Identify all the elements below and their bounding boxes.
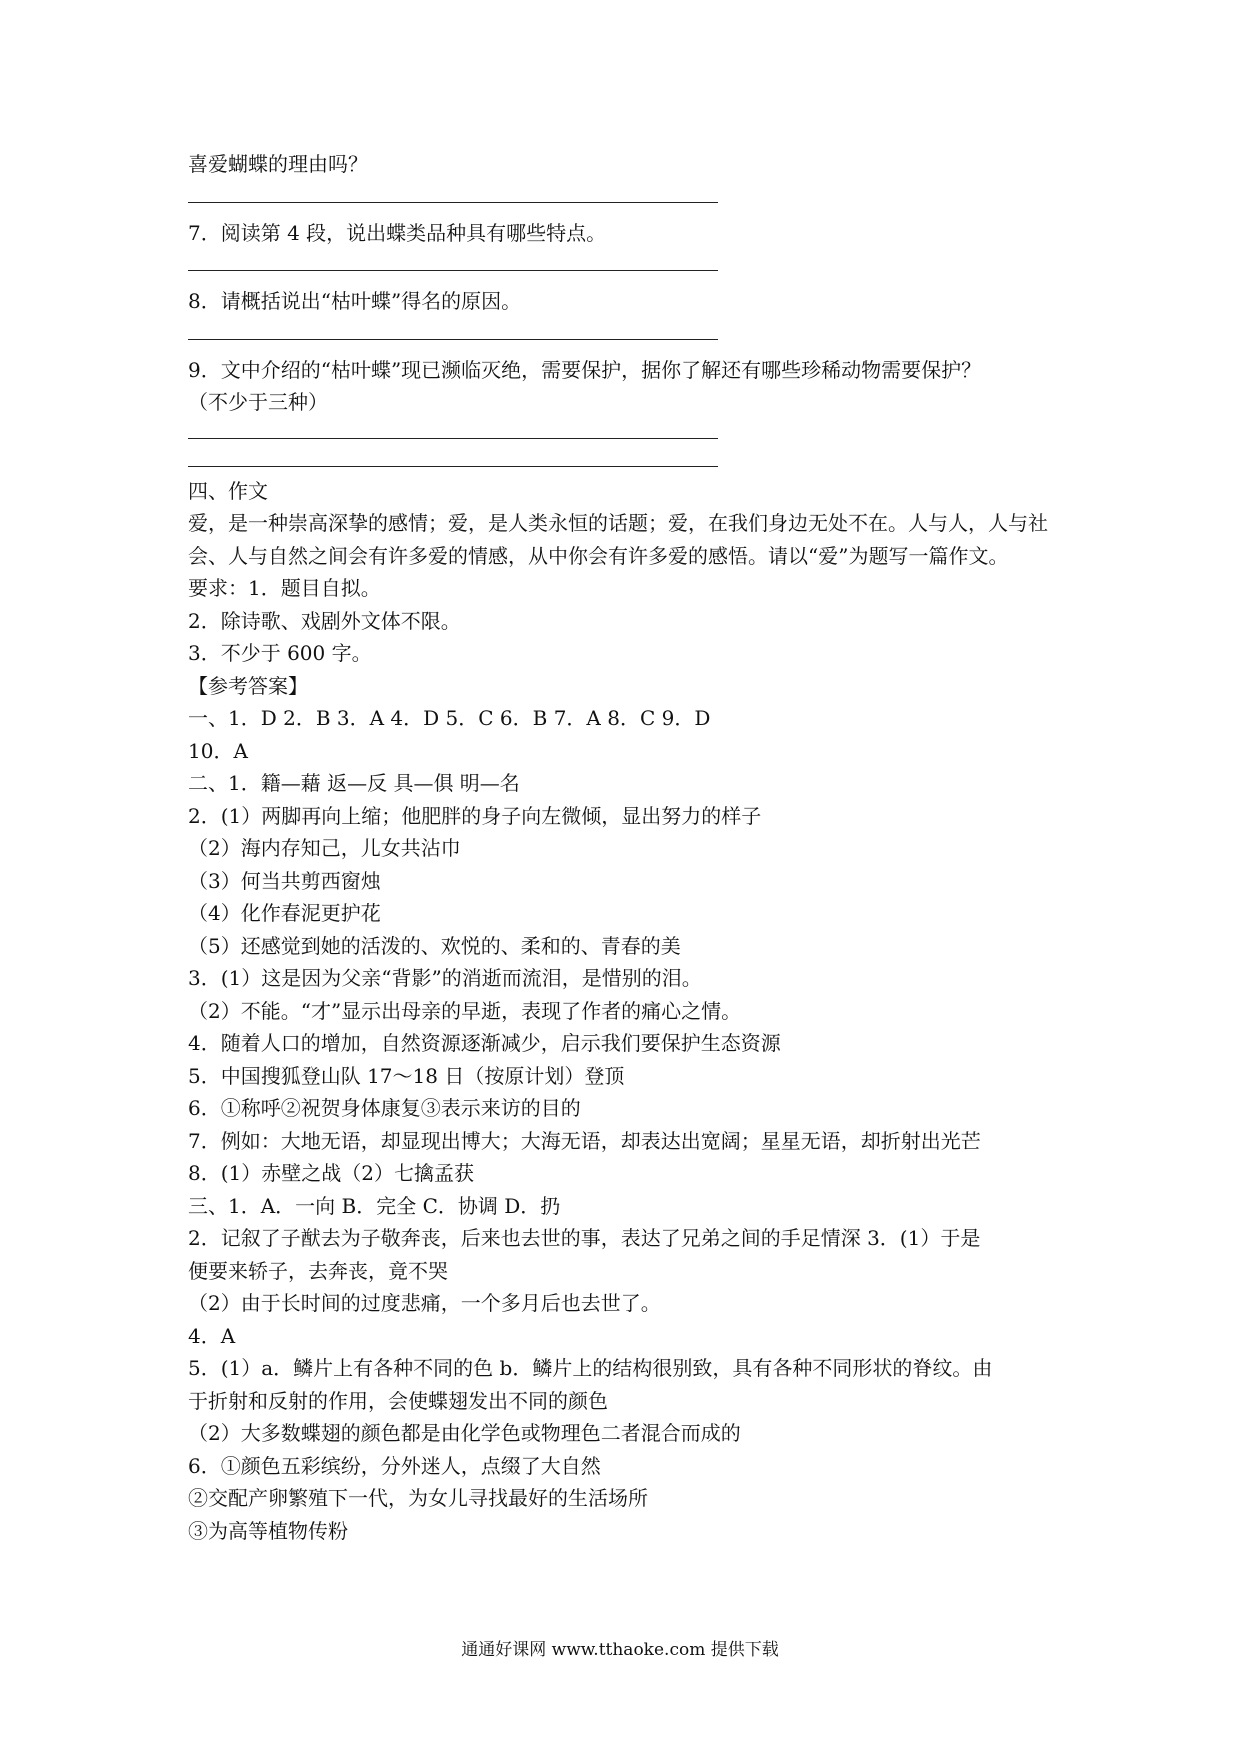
question-7: 7．阅读第 4 段，说出蝶类品种具有哪些特点。 bbox=[188, 220, 607, 245]
answer-blank-line bbox=[188, 465, 718, 467]
answer-line: （3）何当共剪西窗烛 bbox=[188, 868, 381, 893]
answer-line: （5）还感觉到她的活泼的、欢悦的、柔和的、青春的美 bbox=[188, 933, 681, 958]
answer-line: （2）大多数蝶翅的颜色都是由化学色或物理色二者混合而成的 bbox=[188, 1421, 741, 1445]
answer-blank-line bbox=[188, 437, 718, 439]
essay-requirement-3: 3．不少于 600 字。 bbox=[188, 641, 372, 665]
answers-heading: 【参考答案】 bbox=[188, 673, 308, 698]
question-9-note: （不少于三种） bbox=[188, 390, 328, 414]
document-body bbox=[188, 148, 1058, 1547]
answer-line: 6．①称呼②祝贺身体康复③表示来访的目的 bbox=[188, 1096, 581, 1120]
question-9: 9．文中介绍的“枯叶蝶”现已濒临灭绝，需要保护，据你了解还有哪些珍稀动物需要保护？ bbox=[188, 357, 982, 382]
answer-line: 便要来轿子，去奔丧，竟不哭 bbox=[188, 1258, 448, 1283]
answer-line: 8．(1）赤壁之战（2）七擒孟获 bbox=[188, 1161, 474, 1185]
answer-blank-line bbox=[188, 201, 718, 203]
answer-line: （2）不能。“才”显示出母亲的早逝，表现了作者的痛心之情。 bbox=[188, 998, 742, 1023]
answer-line: 4．A bbox=[188, 1323, 236, 1348]
answer-line: 于折射和反射的作用，会使蝶翅发出不同的颜色 bbox=[188, 1388, 608, 1413]
answer-line: （2）海内存知己，儿女共沾巾 bbox=[188, 836, 461, 860]
answer-line: （2）由于长时间的过度悲痛，一个多月后也去世了。 bbox=[188, 1291, 661, 1315]
answer-line: 3．(1）这是因为父亲“背影”的消逝而流泪，是惜别的泪。 bbox=[188, 966, 702, 990]
question-8: 8．请概括说出“枯叶蝶”得名的原因。 bbox=[188, 289, 522, 313]
answer-line: 4．随着人口的增加，自然资源逐渐减少，启示我们要保护生态资源 bbox=[188, 1031, 781, 1055]
answer-line: 2．记叙了子猷去为子敬奔丧，后来也去世的事，表达了兄弟之间的手足情深 3．(1）于是 bbox=[188, 1226, 981, 1250]
answer-line: 6．①颜色五彩缤纷，分外迷人，点缀了大自然 bbox=[188, 1453, 601, 1478]
answer-blank-line bbox=[188, 338, 718, 340]
answer-line: ③为高等植物传粉 bbox=[188, 1518, 348, 1543]
essay-requirement-2: 2．除诗歌、戏剧外文体不限。 bbox=[188, 608, 461, 633]
answer-line: 2．(1）两脚再向上缩；他肥胖的身子向左微倾，显出努力的样子 bbox=[188, 803, 762, 828]
answer-line: 5．中国搜狐登山队 17～18 日（按原计划）登顶 bbox=[188, 1063, 625, 1088]
essay-heading: 四、作文 bbox=[188, 478, 268, 503]
essay-prompt: 爱，是一种崇高深挚的感情；爱，是人类永恒的话题；爱，在我们身边无处不在。人与人，人与社会、人与自然之间会有许多爱的情感，从中你会有许多爱的感悟。请以“爱”为题写一篇作文。 bbox=[188, 511, 1048, 568]
answer-line: 10．A bbox=[188, 738, 248, 763]
answer-line: 一、1．D 2．B 3．A 4．D 5．C 6．B 7．A 8．C 9．D bbox=[188, 706, 711, 730]
answer-line: ②交配产卵繁殖下一代，为女儿寻找最好的生活场所 bbox=[188, 1486, 648, 1510]
answer-line: 5．(1）a．鳞片上有各种不同的色 b．鳞片上的结构很别致，具有各种不同形状的脊纹。由 bbox=[188, 1356, 993, 1380]
answer-list bbox=[188, 702, 1058, 1547]
answer-line: （4）化作春泥更护花 bbox=[188, 901, 381, 925]
essay-requirement-1: 要求：1．题目自拟。 bbox=[188, 576, 381, 600]
answer-line: 7．例如：大地无语，却显现出博大；大海无语，却表达出宽阔；星星无语，却折射出光芒 bbox=[188, 1128, 981, 1153]
footer-source: 通通好课网 www.tthaoke.com 提供下载 bbox=[461, 1640, 779, 1660]
answer-line: 二、1．籍—藉 返—反 具—俱 明—名 bbox=[188, 771, 520, 795]
answer-line: 三、1．A．一向 B．完全 C．协调 D．扔 bbox=[188, 1193, 561, 1218]
answer-blank-line bbox=[188, 269, 718, 271]
question-6-tail: 喜爱蝴蝶的理由吗？ bbox=[188, 152, 368, 176]
